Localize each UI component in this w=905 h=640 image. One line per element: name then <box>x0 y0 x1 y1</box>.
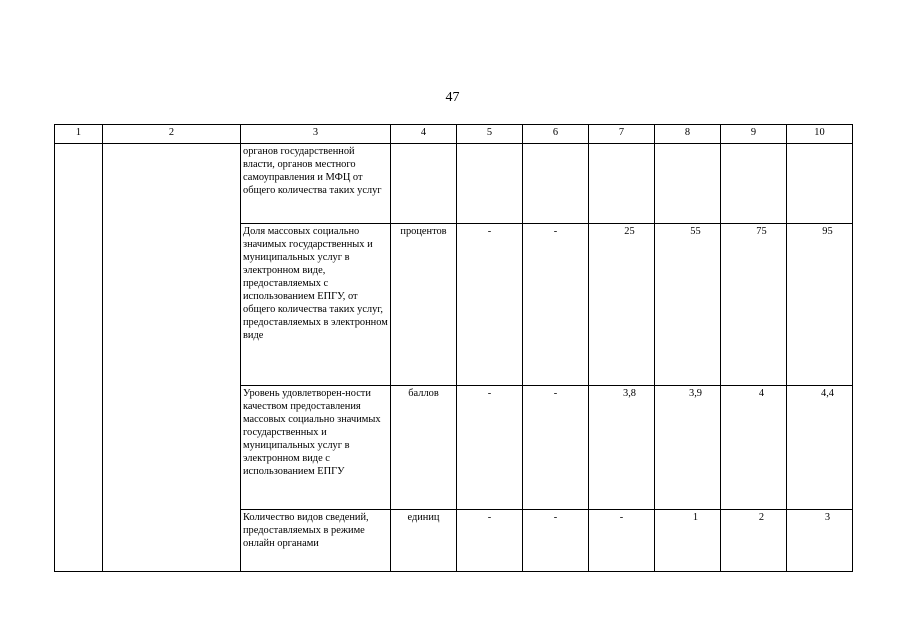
indicator-value <box>523 144 589 224</box>
merged-cell-col2 <box>103 144 241 572</box>
table-header-row <box>55 125 853 144</box>
indicator-value: - <box>523 224 589 386</box>
indicator-value <box>457 144 523 224</box>
indicator-value: 2 <box>721 510 787 572</box>
indicator-value <box>721 144 787 224</box>
page-number: 47 <box>445 90 460 105</box>
column-header: 3 <box>241 125 391 144</box>
indicator-value: 4 <box>721 386 787 510</box>
indicator-unit <box>391 144 457 224</box>
indicator-value: 55 <box>655 224 721 386</box>
indicator-value: 75 <box>721 224 787 386</box>
column-header: 5 <box>457 125 523 144</box>
indicator-value: 3,8 <box>589 386 655 510</box>
indicator-value: 95 <box>787 224 853 386</box>
indicator-unit: единиц <box>391 510 457 572</box>
indicator-value: - <box>589 510 655 572</box>
indicator-name: органов государственной власти, органов местного самоуправления и МФЦ от общего количества таких услуг <box>241 144 391 224</box>
column-header: 1 <box>55 125 103 144</box>
column-header: 4 <box>391 125 457 144</box>
column-header: 9 <box>721 125 787 144</box>
indicator-value: - <box>457 510 523 572</box>
indicator-value: - <box>457 386 523 510</box>
indicator-value <box>787 144 853 224</box>
merged-cell-col1 <box>55 144 103 572</box>
column-header: 7 <box>589 125 655 144</box>
column-header: 6 <box>523 125 589 144</box>
indicator-value: 3 <box>787 510 853 572</box>
indicator-value: 4,4 <box>787 386 853 510</box>
indicator-value: 25 <box>589 224 655 386</box>
indicator-name: Доля массовых социально значимых государственных и муниципальных услуг в электронном виде, предоставляемых с использованием ЕПГУ, от общего количества таких услуг, предоставляемых в электронном виде <box>241 224 391 386</box>
indicator-name: Количество видов сведений, предоставляемых в режиме онлайн органами <box>241 510 391 572</box>
indicator-table <box>54 124 853 572</box>
indicator-value <box>655 144 721 224</box>
indicator-value: 3,9 <box>655 386 721 510</box>
column-header: 8 <box>655 125 721 144</box>
table-row <box>55 144 853 224</box>
indicator-value: 1 <box>655 510 721 572</box>
indicator-value: - <box>457 224 523 386</box>
indicator-value <box>589 144 655 224</box>
column-header: 2 <box>103 125 241 144</box>
indicator-unit: баллов <box>391 386 457 510</box>
indicator-name: Уровень удовлетворен-ности качеством предоставления массовых социально значимых государственных и муниципальных услуг в электронном виде с использованием ЕПГУ <box>241 386 391 510</box>
column-header: 10 <box>787 125 853 144</box>
indicator-value: - <box>523 510 589 572</box>
indicator-value: - <box>523 386 589 510</box>
indicator-unit: процентов <box>391 224 457 386</box>
